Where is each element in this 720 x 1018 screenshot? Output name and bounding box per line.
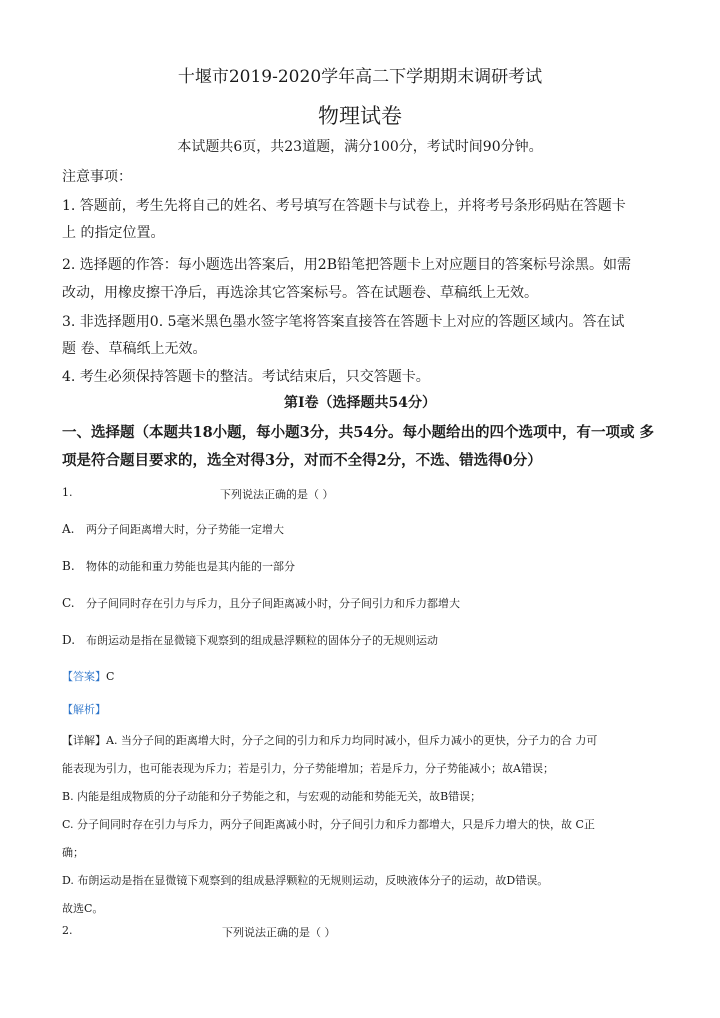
analysis-tag: 【解析】 [62, 703, 106, 716]
note-1-line-1: 1. 答题前，考生先将自己的姓名、考号填写在答题卡与试卷上，并将考号条形码贴在答题卡 [62, 198, 626, 214]
detail-b: B. 内能是组成物质的分子动能和分子势能之和，与宏观的动能和势能无关，故B错误； [62, 790, 482, 803]
note-4: 4. 考生必须保持答题卡的整洁。考试结束后，只交答题卡。 [62, 369, 430, 385]
exam-title: 十堰市2019-2020学年高二下学期期末调研考试 [177, 67, 543, 87]
note-1-line-2: 上 的指定位置。 [62, 225, 165, 241]
answer-line [62, 668, 114, 684]
notes-heading: 注意事项： [62, 169, 132, 185]
subject-title: 物理试卷 [318, 104, 402, 128]
question-1-option-d [62, 632, 438, 648]
answer-value: C [106, 670, 115, 683]
question-1-number: 1. [62, 486, 73, 499]
answer-tag: 【答案】 [62, 670, 106, 683]
part1-title: 第I卷（选择题共54分） [283, 395, 437, 411]
detail-c-line-1: C. 分子间同时存在引力与斥力，两分子间距离减小时，分子间引力和斥力都增大，只是斥力增大的快，故 C正 [62, 818, 595, 831]
option-label: A. [62, 522, 75, 536]
note-3-line-1: 3. 非选择题用0. 5毫米黑色墨水签字笔将答案直接答在答题卡上对应的答题区域内。答在试 [62, 314, 625, 330]
option-text: 分子间同时存在引力与斥力，且分子间距离减小时，分子间引力和斥力都增大 [86, 597, 460, 610]
option-label: C. [62, 596, 75, 610]
question-2-number: 2. [62, 924, 73, 937]
option-label: B. [62, 559, 75, 573]
note-2-line-2: 改动，用橡皮擦干净后，再选涂其它答案标号。答在试题卷、草稿纸上无效。 [62, 285, 538, 301]
question-1-option-a [62, 521, 284, 537]
option-text: 物体的动能和重力势能也是其内能的一部分 [86, 560, 295, 573]
note-2-line-1: 2. 选择题的作答：每小题选出答案后，用2B铅笔把答题卡上对应题目的答案标号涂黑。如需 [62, 257, 632, 273]
detail-c-line-2: 确； [62, 846, 84, 859]
question-1-option-c [62, 595, 460, 611]
detail-d: D. 布朗运动是指在显微镜下观察到的组成悬浮颗粒的无规则运动，反映液体分子的运动，故D错误。 [62, 874, 549, 887]
detail-line-2: 能表现为引力，也可能表现为斥力；若是引力，分子势能增加；若是斥力，分子势能减小；故A错误； [62, 762, 554, 775]
section-heading-line-1: 一、选择题（本题共18小题，每小题3分，共54分。每小题给出的四个选项中，有一项或 多 [62, 424, 654, 441]
option-label: D. [62, 633, 76, 647]
conclusion: 故选C。 [62, 902, 104, 915]
option-text: 两分子间距离增大时，分子势能一定增大 [86, 523, 284, 536]
detail-line-1: 【详解】A. 当分子间的距离增大时，分子之间的引力和斥力均同时减小，但斥力减小的更快，分子力的合 力可 [62, 734, 598, 747]
question-2-stem: 下列说法正确的是（ ） [222, 926, 336, 939]
exam-info: 本试题共6页，共23道题，满分100分，考试时间90分钟。 [177, 139, 543, 155]
option-text: 布朗运动是指在显微镜下观察到的组成悬浮颗粒的固体分子的无规则运动 [86, 634, 438, 647]
question-1-stem: 下列说法正确的是（ ） [220, 488, 334, 501]
question-1-option-b [62, 558, 295, 574]
note-3-line-2: 题 卷、草稿纸上无效。 [62, 341, 207, 357]
section-heading-line-2: 项是符合题目要求的，选全对得3分，对而不全得2分，不选、错选得0分） [62, 452, 542, 469]
